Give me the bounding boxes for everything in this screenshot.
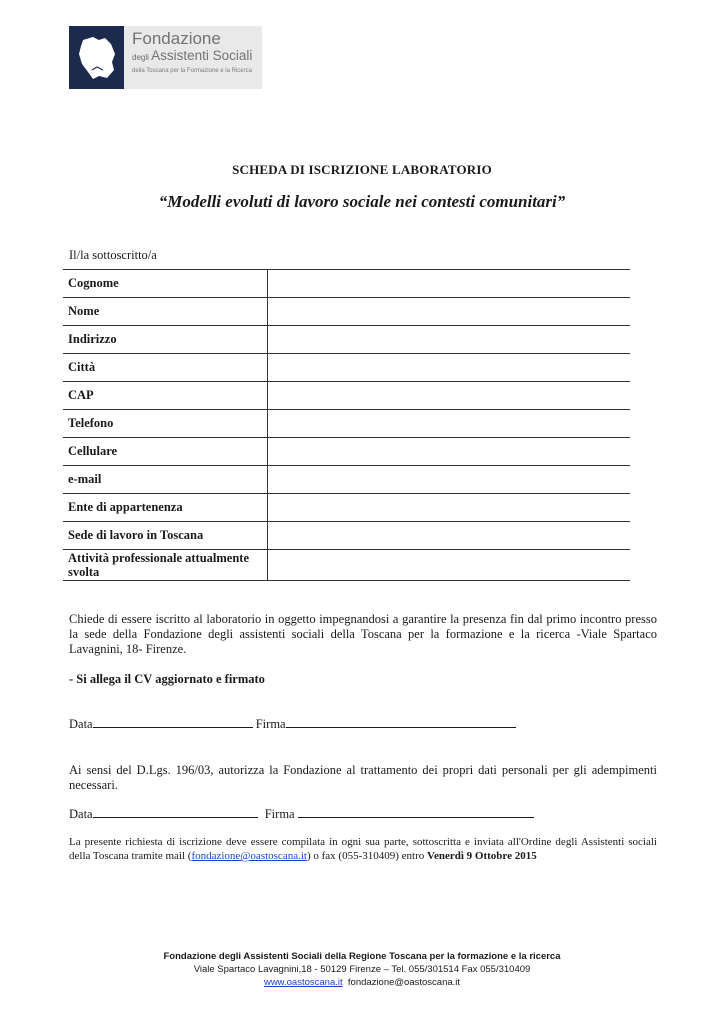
field-label: e-mail xyxy=(63,466,268,494)
logo-line1: Fondazione xyxy=(132,29,221,48)
field-label: Città xyxy=(63,354,268,382)
field-label: Sede di lavoro in Toscana xyxy=(63,522,268,550)
registration-form-table xyxy=(63,269,630,581)
field-value-input[interactable] xyxy=(268,438,631,466)
field-label: Ente di appartenenza xyxy=(63,494,268,522)
logo-text xyxy=(124,26,252,89)
footer-line1: Fondazione degli Assistenti Sociali della Regione Toscana per la formazione e la ricerca xyxy=(163,951,561,962)
form-row xyxy=(63,438,630,466)
intro-text: Il/la sottoscritto/a xyxy=(69,248,157,262)
date-label: Data xyxy=(69,717,93,731)
field-value-input[interactable] xyxy=(268,382,631,410)
closing-paragraph xyxy=(69,835,657,863)
field-value-input[interactable] xyxy=(268,494,631,522)
field-value-input[interactable] xyxy=(268,354,631,382)
field-value-input[interactable] xyxy=(268,270,631,298)
signature-label: Firma xyxy=(255,717,286,731)
field-value-input[interactable] xyxy=(268,550,631,581)
form-row xyxy=(63,270,630,298)
closing-text-middle: ) o fax (055-310409) entro xyxy=(306,850,428,862)
field-value-input[interactable] xyxy=(268,326,631,354)
field-value-input[interactable] xyxy=(268,522,631,550)
field-label: Cognome xyxy=(63,270,268,298)
form-row xyxy=(63,522,630,550)
signature-row-2 xyxy=(69,806,534,822)
signature-row-1 xyxy=(69,716,516,732)
field-label: Cellulare xyxy=(63,438,268,466)
logo-line2-big: Assistenti Sociali xyxy=(151,48,253,63)
request-paragraph: Chiede di essere iscritto al laboratorio in oggetto impegnandosi a garantire la presenza fin dal primo incontro presso la sede della Fondazione degli assistenti sociali della Toscana per la formazione e la ricerca -Viale Spartaco Lavagnini, 18- Firenze. xyxy=(69,612,657,656)
form-title: SCHEDA DI ISCRIZIONE LABORATORIO xyxy=(232,162,492,177)
closing-email-link[interactable]: fondazione@oastoscana.it xyxy=(191,850,307,862)
signature-line[interactable] xyxy=(286,716,516,728)
signature-label: Firma xyxy=(264,807,295,821)
logo-line2 xyxy=(132,49,252,63)
logo-line2-small: degli xyxy=(132,53,149,62)
field-value-input[interactable] xyxy=(268,410,631,438)
footer-website-link[interactable]: www.oastoscana.it xyxy=(263,977,343,988)
form-row xyxy=(63,298,630,326)
logo-line3: della Toscana per la Formazione e la Ricerca xyxy=(132,67,252,74)
date-line[interactable] xyxy=(93,806,258,818)
field-label: Telefono xyxy=(63,410,268,438)
date-label: Data xyxy=(69,807,93,821)
footer-email: fondazione@oastoscana.it xyxy=(347,977,461,988)
field-value-input[interactable] xyxy=(268,466,631,494)
form-row xyxy=(63,354,630,382)
form-row xyxy=(63,382,630,410)
field-label: CAP xyxy=(63,382,268,410)
form-row xyxy=(63,550,630,581)
foundation-logo xyxy=(69,26,262,89)
field-value-input[interactable] xyxy=(268,298,631,326)
privacy-paragraph: Ai sensi del D.Lgs. 196/03, autorizza la Fondazione al trattamento dei propri dati personali per gli adempimenti necessari. xyxy=(69,763,657,792)
field-label: Nome xyxy=(63,298,268,326)
form-row xyxy=(63,326,630,354)
form-row xyxy=(63,410,630,438)
tuscany-map-icon xyxy=(69,26,124,89)
page-footer xyxy=(0,950,724,989)
footer-line3 xyxy=(0,976,724,989)
form-row xyxy=(63,466,630,494)
form-row xyxy=(63,494,630,522)
field-label: Attività professionale attualmente svolta xyxy=(63,550,268,581)
date-line[interactable] xyxy=(93,716,253,728)
signature-line[interactable] xyxy=(298,806,534,818)
deadline: Venerdì 9 Ottobre 2015 xyxy=(427,850,537,862)
footer-line2: Viale Spartaco Lavagnini,18 - 50129 Firenze – Tel. 055/301514 Fax 055/310409 xyxy=(193,964,531,975)
course-title: “Modelli evoluti di lavoro sociale nei contesti comunitari” xyxy=(158,192,566,211)
closing-text-before: La presente richiesta di iscrizione deve essere compilata in ogni sua parte, sottoscritta e inviata all'Ordine degli Assistenti sociali della Toscana tramite mail ( xyxy=(69,836,657,862)
field-label: Indirizzo xyxy=(63,326,268,354)
cv-note: - Si allega il CV aggiornato e firmato xyxy=(69,672,265,686)
